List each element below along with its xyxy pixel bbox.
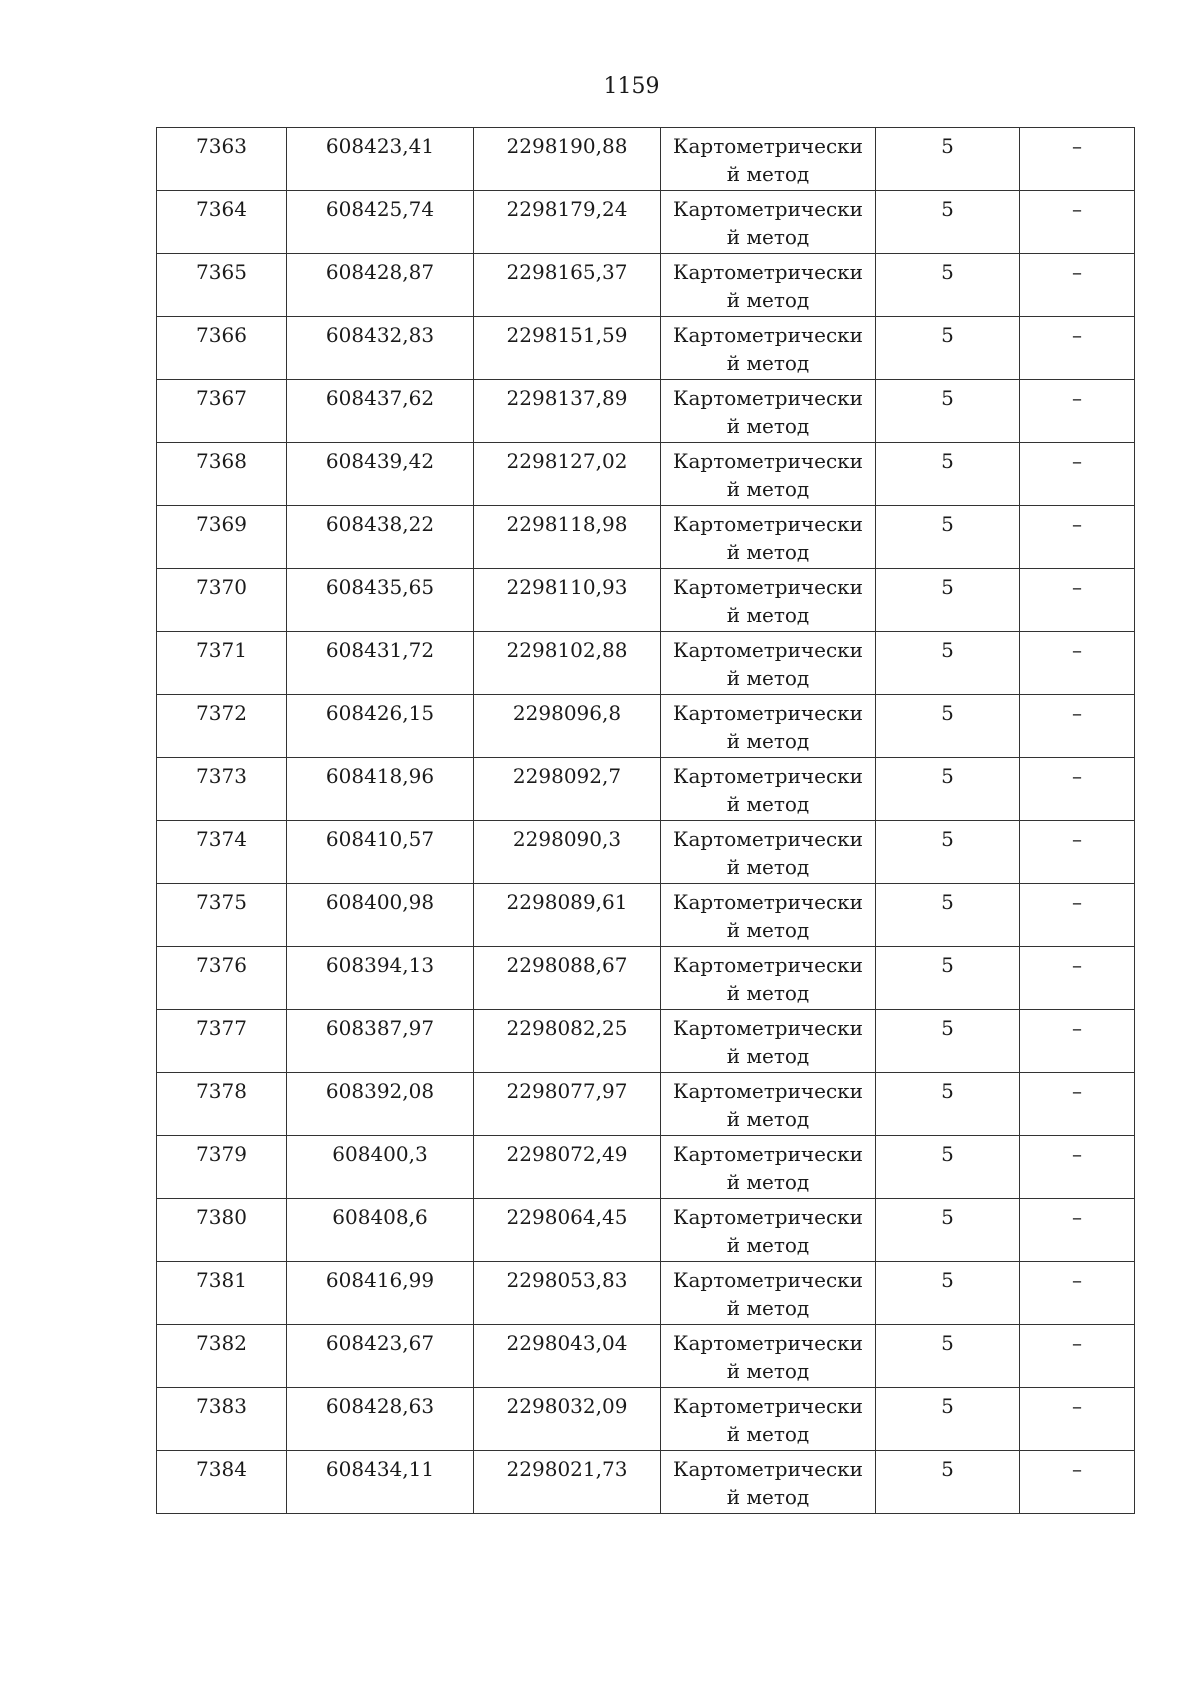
note-cell: – — [1020, 1388, 1135, 1451]
y-coordinate-cell: 2298077,97 — [474, 1073, 661, 1136]
note-cell: – — [1020, 1451, 1135, 1514]
accuracy-cell: 5 — [876, 1262, 1020, 1325]
accuracy-cell: 5 — [876, 254, 1020, 317]
note-cell: – — [1020, 1010, 1135, 1073]
method-text-line: Картометрически — [673, 512, 863, 536]
method-text-line: й метод — [726, 1044, 810, 1068]
table-row — [157, 569, 1135, 632]
method-cell — [661, 1073, 876, 1136]
coordinates-table — [156, 127, 1135, 1514]
method-text-line: Картометрически — [673, 1394, 863, 1418]
note-cell: – — [1020, 632, 1135, 695]
table-row — [157, 1325, 1135, 1388]
method-text-line: й метод — [726, 1485, 810, 1509]
table-row — [157, 1451, 1135, 1514]
method-text-line: й метод — [726, 540, 810, 564]
method-text-line: й метод — [726, 603, 810, 627]
y-coordinate-cell: 2298032,09 — [474, 1388, 661, 1451]
point-number-cell: 7373 — [157, 758, 287, 821]
x-coordinate-cell: 608387,97 — [287, 1010, 474, 1073]
x-coordinate-cell: 608428,63 — [287, 1388, 474, 1451]
note-cell: – — [1020, 569, 1135, 632]
method-cell — [661, 821, 876, 884]
method-text-line: Картометрически — [673, 701, 863, 725]
note-cell: – — [1020, 1136, 1135, 1199]
x-coordinate-cell: 608418,96 — [287, 758, 474, 821]
method-cell — [661, 317, 876, 380]
point-number-cell: 7382 — [157, 1325, 287, 1388]
method-text-line: Картометрически — [673, 827, 863, 851]
accuracy-cell: 5 — [876, 821, 1020, 884]
method-text-line: Картометрически — [673, 1142, 863, 1166]
accuracy-cell: 5 — [876, 1325, 1020, 1388]
y-coordinate-cell: 2298090,3 — [474, 821, 661, 884]
method-cell — [661, 695, 876, 758]
method-text-line: й метод — [726, 1233, 810, 1257]
accuracy-cell: 5 — [876, 1388, 1020, 1451]
method-cell — [661, 1451, 876, 1514]
accuracy-cell: 5 — [876, 1010, 1020, 1073]
y-coordinate-cell: 2298110,93 — [474, 569, 661, 632]
point-number-cell: 7377 — [157, 1010, 287, 1073]
method-cell — [661, 254, 876, 317]
accuracy-cell: 5 — [876, 128, 1020, 191]
method-text-line: Картометрически — [673, 764, 863, 788]
note-cell: – — [1020, 695, 1135, 758]
table-row — [157, 758, 1135, 821]
x-coordinate-cell: 608400,98 — [287, 884, 474, 947]
table-row — [157, 1199, 1135, 1262]
table-row — [157, 380, 1135, 443]
accuracy-cell: 5 — [876, 1451, 1020, 1514]
method-cell — [661, 1262, 876, 1325]
point-number-cell: 7374 — [157, 821, 287, 884]
method-cell — [661, 1199, 876, 1262]
x-coordinate-cell: 608423,67 — [287, 1325, 474, 1388]
method-text-line: Картометрически — [673, 449, 863, 473]
accuracy-cell: 5 — [876, 317, 1020, 380]
table-row — [157, 947, 1135, 1010]
point-number-cell: 7371 — [157, 632, 287, 695]
point-number-cell: 7369 — [157, 506, 287, 569]
accuracy-cell: 5 — [876, 1199, 1020, 1262]
table-row — [157, 632, 1135, 695]
method-cell — [661, 380, 876, 443]
note-cell: – — [1020, 947, 1135, 1010]
x-coordinate-cell: 608431,72 — [287, 632, 474, 695]
accuracy-cell: 5 — [876, 443, 1020, 506]
method-text-line: Картометрически — [673, 1331, 863, 1355]
method-cell — [661, 947, 876, 1010]
point-number-cell: 7384 — [157, 1451, 287, 1514]
x-coordinate-cell: 608392,08 — [287, 1073, 474, 1136]
table-row — [157, 695, 1135, 758]
x-coordinate-cell: 608432,83 — [287, 317, 474, 380]
y-coordinate-cell: 2298118,98 — [474, 506, 661, 569]
page-number: 1159 — [603, 74, 660, 99]
table-row — [157, 1136, 1135, 1199]
y-coordinate-cell: 2298151,59 — [474, 317, 661, 380]
x-coordinate-cell: 608410,57 — [287, 821, 474, 884]
accuracy-cell: 5 — [876, 569, 1020, 632]
method-text-line: й метод — [726, 1359, 810, 1383]
method-text-line: Картометрически — [673, 1079, 863, 1103]
table-row — [157, 1262, 1135, 1325]
method-text-line: Картометрически — [673, 134, 863, 158]
y-coordinate-cell: 2298102,88 — [474, 632, 661, 695]
method-text-line: й метод — [726, 918, 810, 942]
accuracy-cell: 5 — [876, 380, 1020, 443]
method-text-line: й метод — [726, 1422, 810, 1446]
accuracy-cell: 5 — [876, 884, 1020, 947]
note-cell: – — [1020, 821, 1135, 884]
point-number-cell: 7379 — [157, 1136, 287, 1199]
y-coordinate-cell: 2298021,73 — [474, 1451, 661, 1514]
x-coordinate-cell: 608434,11 — [287, 1451, 474, 1514]
point-number-cell: 7383 — [157, 1388, 287, 1451]
y-coordinate-cell: 2298092,7 — [474, 758, 661, 821]
method-text-line: Картометрически — [673, 575, 863, 599]
point-number-cell: 7375 — [157, 884, 287, 947]
method-text-line: й метод — [726, 855, 810, 879]
method-cell — [661, 128, 876, 191]
method-cell — [661, 443, 876, 506]
accuracy-cell: 5 — [876, 695, 1020, 758]
point-number-cell: 7378 — [157, 1073, 287, 1136]
method-text-line: й метод — [726, 162, 810, 186]
method-cell — [661, 191, 876, 254]
x-coordinate-cell: 608423,41 — [287, 128, 474, 191]
point-number-cell: 7372 — [157, 695, 287, 758]
y-coordinate-cell: 2298053,83 — [474, 1262, 661, 1325]
method-cell — [661, 884, 876, 947]
note-cell: – — [1020, 191, 1135, 254]
method-text-line: Картометрически — [673, 260, 863, 284]
x-coordinate-cell: 608416,99 — [287, 1262, 474, 1325]
x-coordinate-cell: 608439,42 — [287, 443, 474, 506]
method-text-line: Картометрически — [673, 1457, 863, 1481]
point-number-cell: 7380 — [157, 1199, 287, 1262]
point-number-cell: 7376 — [157, 947, 287, 1010]
method-text-line: Картометрически — [673, 890, 863, 914]
note-cell: – — [1020, 758, 1135, 821]
y-coordinate-cell: 2298072,49 — [474, 1136, 661, 1199]
accuracy-cell: 5 — [876, 1073, 1020, 1136]
note-cell: – — [1020, 506, 1135, 569]
method-text-line: й метод — [726, 225, 810, 249]
method-cell — [661, 632, 876, 695]
table-row — [157, 1388, 1135, 1451]
y-coordinate-cell: 2298082,25 — [474, 1010, 661, 1073]
method-text-line: Картометрически — [673, 197, 863, 221]
accuracy-cell: 5 — [876, 506, 1020, 569]
table-row — [157, 1010, 1135, 1073]
y-coordinate-cell: 2298088,67 — [474, 947, 661, 1010]
method-text-line: Картометрически — [673, 638, 863, 662]
method-text-line: Картометрически — [673, 386, 863, 410]
accuracy-cell: 5 — [876, 947, 1020, 1010]
method-cell — [661, 1325, 876, 1388]
x-coordinate-cell: 608438,22 — [287, 506, 474, 569]
x-coordinate-cell: 608428,87 — [287, 254, 474, 317]
table-row — [157, 317, 1135, 380]
y-coordinate-cell: 2298127,02 — [474, 443, 661, 506]
x-coordinate-cell: 608437,62 — [287, 380, 474, 443]
point-number-cell: 7365 — [157, 254, 287, 317]
accuracy-cell: 5 — [876, 758, 1020, 821]
table-row — [157, 191, 1135, 254]
note-cell: – — [1020, 443, 1135, 506]
accuracy-cell: 5 — [876, 191, 1020, 254]
table-row — [157, 128, 1135, 191]
accuracy-cell: 5 — [876, 1136, 1020, 1199]
table-row — [157, 884, 1135, 947]
table-row — [157, 443, 1135, 506]
table-row — [157, 1073, 1135, 1136]
note-cell: – — [1020, 884, 1135, 947]
x-coordinate-cell: 608400,3 — [287, 1136, 474, 1199]
x-coordinate-cell: 608426,15 — [287, 695, 474, 758]
method-text-line: Картометрически — [673, 1268, 863, 1292]
method-cell — [661, 1136, 876, 1199]
table-row — [157, 254, 1135, 317]
method-text-line: й метод — [726, 981, 810, 1005]
note-cell: – — [1020, 1199, 1135, 1262]
point-number-cell: 7370 — [157, 569, 287, 632]
table-row — [157, 506, 1135, 569]
note-cell: – — [1020, 254, 1135, 317]
x-coordinate-cell: 608425,74 — [287, 191, 474, 254]
method-text-line: Картометрически — [673, 953, 863, 977]
note-cell: – — [1020, 1262, 1135, 1325]
method-cell — [661, 1388, 876, 1451]
method-text-line: Картометрически — [673, 1205, 863, 1229]
method-text-line: й метод — [726, 477, 810, 501]
table-body — [157, 128, 1135, 1514]
y-coordinate-cell: 2298043,04 — [474, 1325, 661, 1388]
method-text-line: й метод — [726, 666, 810, 690]
y-coordinate-cell: 2298096,8 — [474, 695, 661, 758]
point-number-cell: 7366 — [157, 317, 287, 380]
method-text-line: Картометрически — [673, 1016, 863, 1040]
point-number-cell: 7381 — [157, 1262, 287, 1325]
method-text-line: й метод — [726, 414, 810, 438]
method-text-line: й метод — [726, 351, 810, 375]
note-cell: – — [1020, 317, 1135, 380]
point-number-cell: 7368 — [157, 443, 287, 506]
method-cell — [661, 569, 876, 632]
method-text-line: й метод — [726, 729, 810, 753]
accuracy-cell: 5 — [876, 632, 1020, 695]
x-coordinate-cell: 608394,13 — [287, 947, 474, 1010]
x-coordinate-cell: 608435,65 — [287, 569, 474, 632]
y-coordinate-cell: 2298089,61 — [474, 884, 661, 947]
point-number-cell: 7363 — [157, 128, 287, 191]
method-text-line: й метод — [726, 792, 810, 816]
point-number-cell: 7367 — [157, 380, 287, 443]
note-cell: – — [1020, 380, 1135, 443]
method-text-line: й метод — [726, 1107, 810, 1131]
point-number-cell: 7364 — [157, 191, 287, 254]
y-coordinate-cell: 2298190,88 — [474, 128, 661, 191]
method-text-line: й метод — [726, 1296, 810, 1320]
y-coordinate-cell: 2298165,37 — [474, 254, 661, 317]
y-coordinate-cell: 2298179,24 — [474, 191, 661, 254]
method-text-line: й метод — [726, 1170, 810, 1194]
table-row — [157, 821, 1135, 884]
x-coordinate-cell: 608408,6 — [287, 1199, 474, 1262]
method-cell — [661, 758, 876, 821]
method-text-line: Картометрически — [673, 323, 863, 347]
method-cell — [661, 506, 876, 569]
method-text-line: й метод — [726, 288, 810, 312]
y-coordinate-cell: 2298137,89 — [474, 380, 661, 443]
note-cell: – — [1020, 1073, 1135, 1136]
y-coordinate-cell: 2298064,45 — [474, 1199, 661, 1262]
note-cell: – — [1020, 128, 1135, 191]
method-cell — [661, 1010, 876, 1073]
note-cell: – — [1020, 1325, 1135, 1388]
